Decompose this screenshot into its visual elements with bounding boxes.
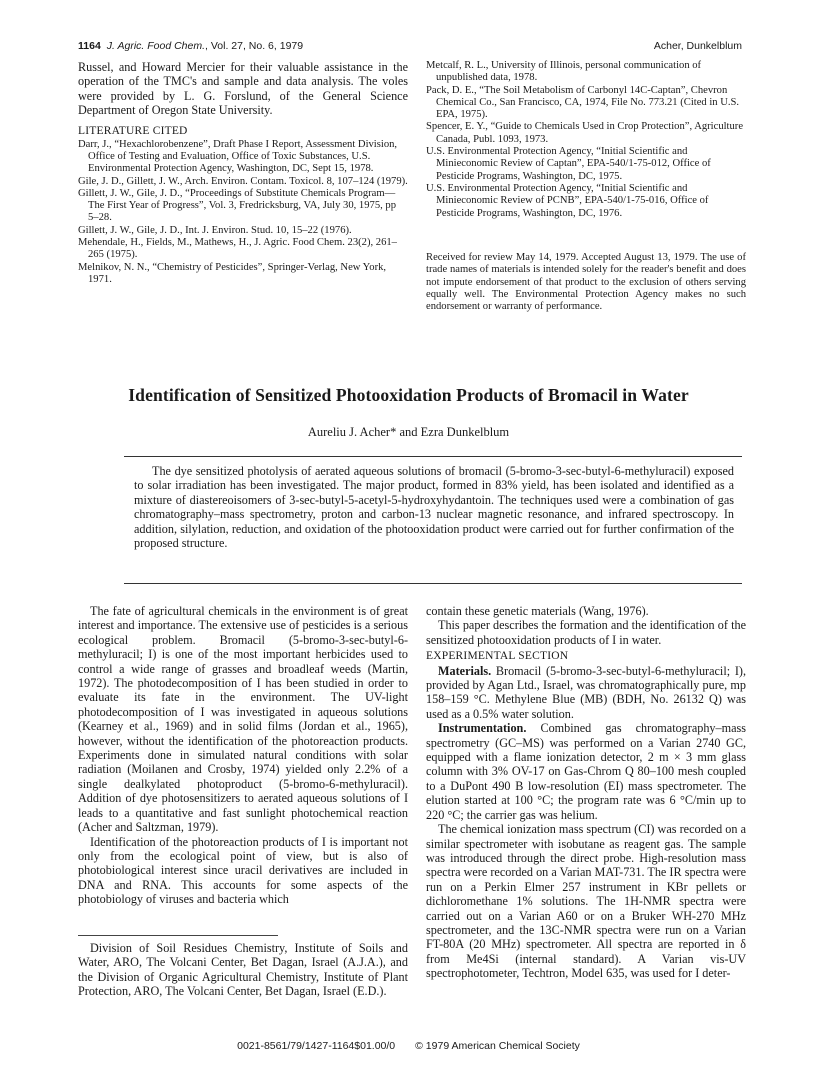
reference-item: Spencer, E. Y., “Guide to Chemicals Used in Crop Protection”, Agriculture Canada, Publ. 1093, 1973. [426, 121, 744, 145]
received-note: Received for review May 14, 1979. Accepted August 13, 1979. The use of trade names of materials is intended solely for the reader's benefit and does not impute endorsement of that product to the exclusion of others serving equally well. The Environmental Protection Agency makes no such endorsement or warranty of performance. [426, 252, 746, 313]
volume-info: , Vol. 27, No. 6, 1979 [205, 40, 304, 52]
header-left [78, 40, 303, 52]
abstract-bottom-rule [124, 583, 742, 584]
literature-cited-heading: LITERATURE CITED [78, 124, 188, 137]
article-title: Identification of Sensitized Photooxidation Products of Bromacil in Water [128, 385, 689, 405]
instrumentation-paragraph [426, 721, 746, 822]
body-paragraph: This paper describes the formation and the identification of the sensitized photooxidation products of I in water. [426, 618, 746, 647]
running-authors: Acher, Dunkelblum [653, 40, 742, 52]
body-paragraph: Identification of the photoreaction products of I is important not only from the ecological point of view, but is also of photobiological interest since uracil derivatives are included in DNA and RNA. This accounts for some aspects of the photobiology of viruses and bacteria which [78, 834, 408, 907]
article-authors: Aureliu J. Acher* and Ezra Dunkelblum [307, 425, 510, 439]
instrumentation-text: Combined gas chromatography–mass spectrometry (GC–MS) was performed on a Varian 2740 GC, equipped with a flame ionization detector, 2 m × 3 mm glass column with 3% OV-17 on Gas-Chrom Q 80–100 mesh coupled to a DuPont 490 B low-resolution (EI) mass spectrometer. The elution started at 100 °C; the program rate was 6 °C/min up to 220 °C; the carrier gas was helium. [426, 721, 746, 822]
journal-name: J. Agric. Food Chem. [106, 40, 206, 52]
reference-item: Mehendale, H., Fields, M., Mathews, H., J. Agric. Food Chem. 23(2), 261–265 (1975). [78, 237, 397, 261]
reference-item: U.S. Environmental Protection Agency, “Initial Scientific and Minieconomic Review of PCNB”, EPA-540/1-75-016, Office of Pesticide Programs, Washington, DC, 1976. [426, 182, 709, 219]
experimental-section-heading: EXPERIMENTAL SECTION [426, 650, 569, 663]
abstract-top-rule [124, 456, 742, 457]
materials-subheading: Materials. [438, 663, 492, 678]
body-paragraph: contain these genetic materials (Wang, 1976). [426, 604, 649, 618]
reference-item: Gillett, J. W., Gile, J. D., “Proceedings of Substitute Chemicals Program—The First Year of Progress”, Vol. 3, Fredricksburg, VA, July 30, 1975, pp 5–28. [78, 187, 397, 224]
running-header [78, 40, 742, 54]
footnote-rule [78, 935, 278, 936]
instrumentation-subheading: Instrumentation. [438, 721, 527, 736]
abstract-text: The dye sensitized photolysis of aerated aqueous solutions of bromacil (5-bromo-3-sec-butyl-6-methyluracil) exposed to solar irradiation has been investigated. The major product, formed in 83% yield, has been isolated and identified as a mixture of diastereoisomers of 3-sec-butyl-5-acetyl-5-hydroxyhydantoin. The techniques used were a combination of gas chromatography–mass spectrometry, proton and carbon-13 nuclear magnetic resonance, and infrared spectroscopy. In addition, silylation, reduction, and oxidation of the photooxidation product were carried out for further confirmation of the proposed structure. [134, 464, 734, 551]
reference-item: Gile, J. D., Gillett, J. W., Arch. Environ. Contam. Toxicol. 8, 107–124 (1979). [78, 175, 408, 187]
copyright: © 1979 American Chemical Society [415, 1040, 580, 1052]
reference-item: Metcalf, R. L., University of Illinois, personal communication of unpublished data, 1978. [426, 60, 702, 84]
reference-item: U.S. Environmental Protection Agency, “Initial Scientific and Minieconomic Review of Captan”, EPA-540/1-75-012, Office of Pesticide Programs, Washington, DC, 1975. [426, 146, 711, 182]
body-left-column [78, 604, 408, 907]
page-number: 1164 [78, 40, 101, 52]
body-paragraph: The chemical ionization mass spectrum (CI) was recorded on a similar spectrometer with isobutane as reagent gas. The sample was introduced through the direct probe. High-resolution mass spectra were recorded on a Varian MAT-731. The IR spectra were run on a Perkin Elmer 257 instrument in KBr pellets or dichloromethane 1% solutions. The 1H-NMR spectra were carried out on a Varian A60 or on a Bruker WH-270 MHz spectrometer, and the 13C-NMR spectra were run on a Varian FT-80A (20 MHz) spectrometer. All spectra are reported in δ from Me4Si (internal standard). A Varian vis-UV spectrophotometer, Techtron, Model 635, was used for I deter- [426, 822, 746, 981]
reference-item: Pack, D. E., “The Soil Metabolism of Carbonyl 14C-Captan”, Chevron Chemical Co., San Francisco, CA, 1974, File No. 773.21 (Cited in U.S. EPA, 1975). [426, 84, 740, 121]
top-left-column [78, 60, 408, 286]
materials-paragraph [426, 664, 746, 722]
materials-text: Bromacil (5-bromo-3-sec-butyl-6-methyluracil; I), provided by Agan Ltd., Israel, was chromatographically pure, mp 158–159 °C. Methylene Blue (MB) (BDH, No. 26132 Q) was used as a 0.5% water solution. [426, 663, 746, 721]
body-right-column [426, 604, 746, 981]
page-footer [40, 1040, 777, 1052]
top-right-column [426, 60, 746, 220]
reference-item: Darr, J., “Hexachlorobenzene”, Draft Phase I Report, Assessment Division, Office of Testing and Evaluation, Office of Toxic Substances, U.S. Environmental Protection Agency, Washington, DC, Sept 15, 1978. [78, 138, 398, 175]
reference-item: Melnikov, N. N., “Chemistry of Pesticides”, Springer-Verlag, New York, 1971. [78, 261, 387, 285]
reference-item: Gillett, J. W., Gile, J. D., Int. J. Environ. Stud. 10, 15–22 (1976). [78, 224, 352, 236]
affiliation-footnote: Division of Soil Residues Chemistry, Institute of Soils and Water, ARO, The Volcani Center, Bet Dagan, Israel (A.J.A.), and the Division of Organic Agricultural Chemistry, Institute of Plant Protection, ARO, The Volcani Center, Bet Dagan, Israel (E.D.). [78, 941, 408, 999]
article-code: 0021-8561/79/1427-1164$01.00/0 [237, 1040, 396, 1052]
body-paragraph: The fate of agricultural chemicals in the environment is of great interest and importance. The extensive use of pesticides is a serious ecological problem. Bromacil (5-bromo-3-sec-butyl-6-methyluracil; I) is one of the most important herbicides used to control a wide range of grasses and broadleaf weeds (Martin, 1972). The photodecomposition of I has been studied in order to evaluate its fate in the environment. The UV-light photodecomposition of I was investigated in aqueous solutions (Kearney et al., 1969) and in solid films (Jordan et al., 1965), however, without the identification of the photoreaction products. Experiments done in simulated natural conditions with solar radiation (Moilanen and Crosby, 1974) yielded only 2.2% of a single dealkylated photoproduct (5-bromo-6-methyluracil). Addition of dye photosensitizers to aerated aqueous solutions of I leads to a quantitative and fast sunlight photochemical reaction (Acher and Saltzman, 1979). [78, 604, 408, 835]
acknowledgment-text: Russel, and Howard Mercier for their valuable assistance in the operation of the TMC's and sample and data analysis. The voles were provided by L. G. Forslund, of the General Science Department of Oregon State University. [78, 60, 408, 118]
